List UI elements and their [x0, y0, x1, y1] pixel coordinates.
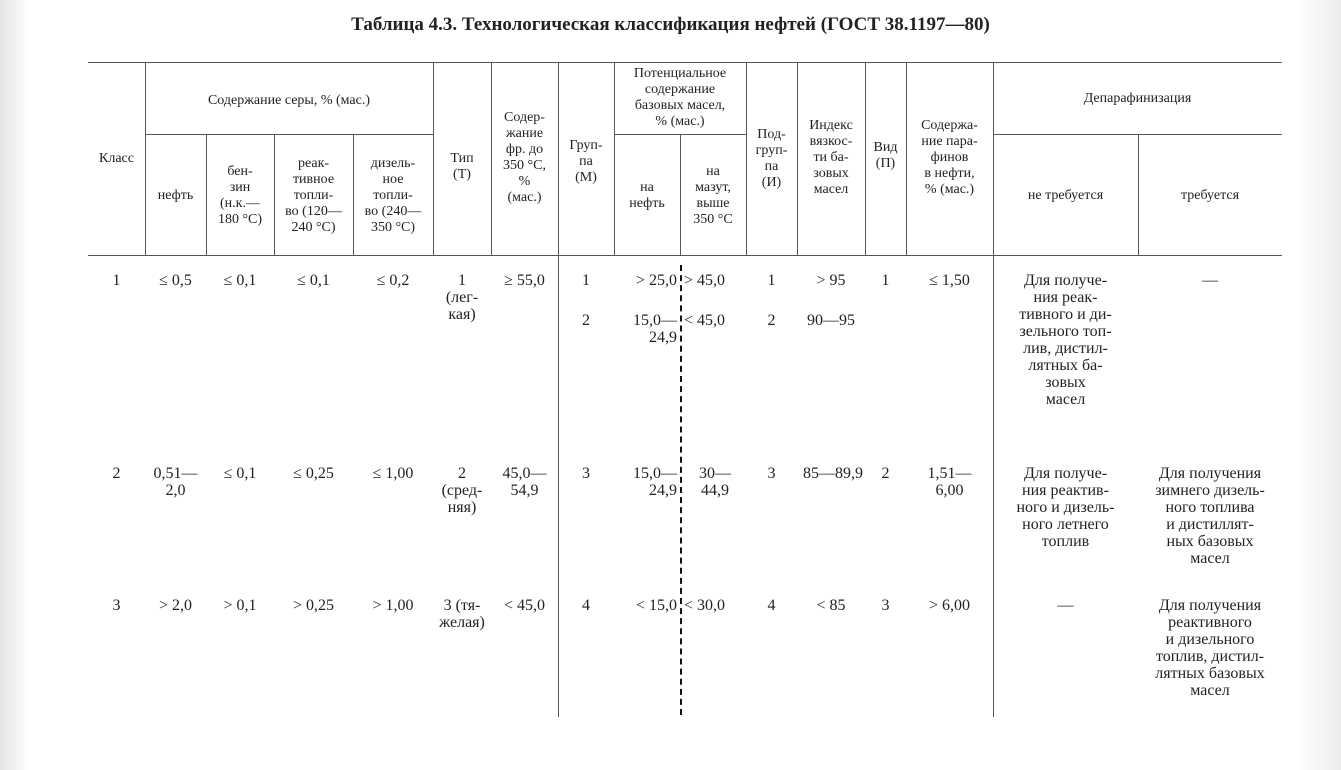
header-dewax-group: Депарафинизация [1083, 91, 1192, 106]
table-top-rule [88, 62, 1282, 63]
cell-sulfur-diesel: ≤ 0,2 [376, 272, 410, 289]
header-podgruppa: Под- груп- па (И) [755, 127, 788, 190]
cell-paraffin: ≤ 1,50 [929, 272, 970, 289]
cell-base-on-oil: 15,0— 24,9 [633, 312, 677, 346]
cell-sulfur-diesel: > 1,00 [372, 597, 414, 614]
cell-sulfur-jet: ≤ 0,25 [293, 465, 334, 482]
cell-gruppa: 1 [582, 272, 590, 289]
cell-sulfur-jet: ≤ 0,1 [297, 272, 330, 289]
cell-podgruppa: 2 [767, 312, 776, 329]
header-base-on-oil: на нефть [629, 180, 665, 211]
cell-base-on-oil: 15,0— 24,9 [633, 465, 677, 499]
cell-viscosity-index: 90—95 [807, 312, 855, 329]
page-edge-left [0, 0, 30, 770]
cell-tip: 3 (тя- желая) [439, 597, 485, 631]
header-dewax-required: требуется [1180, 188, 1240, 203]
cell-base-on-mazut: 30— 44,9 [699, 465, 731, 499]
cell-gruppa: 3 [582, 465, 590, 482]
cell-fraction: 45,0— 54,9 [502, 465, 547, 499]
cell-vid: 1 [881, 272, 890, 289]
cell-dewax-not-required: — [1057, 597, 1074, 614]
cell-dewax-required: Для получения зимнего дизель- ного топлива и дистиллят- ных базовых масел [1155, 465, 1265, 567]
cell-klass: 3 [112, 597, 121, 614]
col-divider [145, 62, 146, 255]
header-sulfur-oil: нефть [157, 188, 194, 203]
cell-paraffin: > 6,00 [928, 597, 971, 614]
header-tip: Тип (Т) [450, 151, 474, 182]
cell-sulfur-oil: > 2,0 [158, 597, 193, 614]
cell-viscosity-index: 85—89,9 [803, 465, 863, 482]
cell-base-on-mazut: < 30,0 [684, 597, 726, 614]
header-klass: Класс [99, 151, 134, 166]
sulfur-header-rule [145, 134, 433, 135]
cell-base-on-oil: < 15,0 [635, 597, 677, 614]
cell-sulfur-diesel: ≤ 1,00 [372, 465, 414, 482]
cell-sulfur-gasoline: ≤ 0,1 [223, 272, 257, 289]
cell-base-on-mazut: > 45,0 [684, 272, 726, 289]
header-base-on-mazut: на мазут, выше 350 °С [693, 164, 733, 227]
cell-klass: 2 [112, 465, 121, 482]
page-edge-right [1296, 0, 1341, 770]
cell-dewax-required: — [1202, 272, 1218, 289]
header-viscosity-index: Индекс вязкос- ти ба- зовых масел [809, 118, 853, 197]
cell-base-on-mazut: < 45,0 [684, 312, 726, 329]
cell-sulfur-gasoline: > 0,1 [223, 597, 257, 614]
cell-sulfur-gasoline: ≤ 0,1 [223, 465, 257, 482]
cell-sulfur-oil: 0,51— 2,0 [153, 465, 198, 499]
cell-dewax-required: Для получения реактивного и дизельного топлив, дистил- лятных базовых масел [1155, 597, 1265, 699]
cell-vid: 2 [881, 465, 890, 482]
cell-base-on-oil: > 25,0 [635, 272, 677, 289]
cell-tip: 1 (лег- кая) [445, 272, 479, 323]
header-base-oils-group: Потенциальное содержание базовых масел, % (мас.) [633, 66, 727, 129]
cell-dewax-not-required: Для получе- ния реак- тивного и ди- зельного топ- лив, дистил- лятных ба- зовых масел [1019, 272, 1112, 408]
cell-fraction: < 45,0 [503, 597, 546, 614]
header-bottom-rule [88, 255, 1282, 256]
table-title: Таблица 4.3. Технологическая классификация нефтей (ГОСТ 38.1197—80) [351, 14, 990, 35]
header-dewax-not-required: не требуется [1027, 188, 1104, 203]
cell-fraction: ≥ 55,0 [504, 272, 545, 289]
header-sulfur-diesel: дизель- ное топли- во (240— 350 °С) [364, 156, 422, 235]
cell-paraffin: 1,51— 6,00 [927, 465, 972, 499]
header-sulfur-jet: реак- тивное топли- во (120— 240 °С) [285, 156, 342, 235]
cell-klass: 1 [112, 272, 121, 289]
cell-podgruppa: 3 [767, 465, 776, 482]
header-fraction: Содер- жание фр. до 350 °С, % (мас.) [503, 110, 546, 205]
cell-viscosity-index: > 95 [816, 272, 846, 289]
header-vid: Вид (П) [873, 140, 898, 171]
cell-vid: 3 [881, 597, 890, 614]
cell-gruppa: 4 [582, 597, 590, 614]
header-gruppa: Груп- па (М) [569, 138, 603, 185]
header-sulfur-group: Содержание серы, % (мас.) [207, 93, 371, 108]
cell-podgruppa: 1 [767, 272, 776, 289]
cell-dewax-not-required: Для получе- ния реактив- ного и дизель- ного летнего топлив [1016, 465, 1115, 550]
cell-viscosity-index: < 85 [816, 597, 846, 614]
cell-tip: 2 (сред- няя) [441, 465, 483, 516]
header-sulfur-gasoline: бен- зин (н.к.— 180 °С) [217, 164, 263, 227]
header-paraffin: Содержа- ние пара- финов в нефти, % (мас.) [921, 118, 978, 197]
cell-sulfur-jet: > 0,25 [292, 597, 335, 614]
cell-sulfur-oil: ≤ 0,5 [159, 272, 192, 289]
cell-podgruppa: 4 [767, 597, 776, 614]
base-oils-dashed-divider [680, 265, 682, 715]
cell-gruppa: 2 [582, 312, 590, 329]
